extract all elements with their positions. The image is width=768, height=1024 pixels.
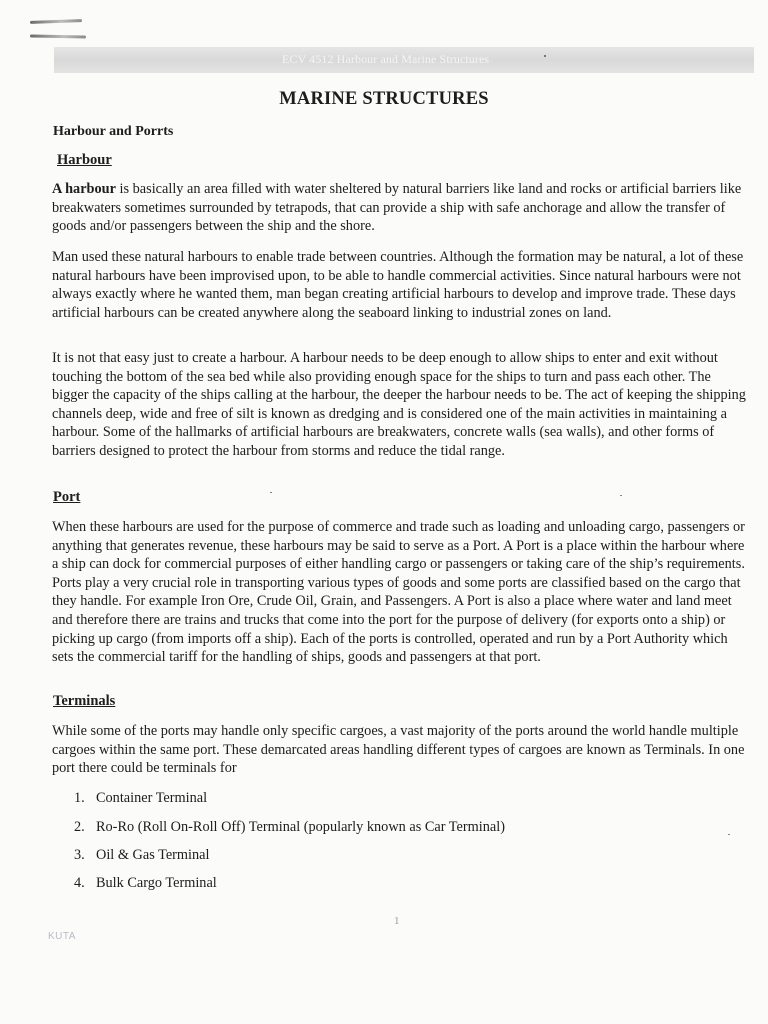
terminals-heading: Terminals [53,693,116,709]
staple-mark [30,19,82,24]
harbour-paragraph-3: It is not that easy just to create a harbour. A harbour needs to be deep enough to allow ships to enter and exit without touching the bottom of the sea bed while also providing enough space for the ships to turn and pass each other. The bigger the capacity of the ships calling at the harbour, the deeper the harbour needs to be. The act of keeping the shipping channels deep, wide and free of silt is known as dredging and is considered one of the main activities in maintaining a harbour. Some of the hallmarks of artificial harbours are breakwaters, concrete walls (sea walls), and other forms of barriers designed to protect the harbour from storms and reduce the tidal range. [52,350,746,459]
port-paragraph: When these harbours are used for the purpose of commerce and trade such as loading and unloading cargo, passengers or anything that generates revenue, these harbours may be said to serve as a Port. A Port is a place within the harbour where a ship can dock for commercial purposes of either handling cargo or passengers or taking care of the ship’s requirements. Ports play a very crucial role in transporting various types of goods and some ports are classified based on the cargo that they handle. For example Iron Ore, Crude Oil, Grain, and Passengers. A Port is also a place where water and land meet and therefore there are trains and trucks that come into the port for the purpose of delivery (for exports onto a ship) or picking up cargo (from imports off a ship). Each of the ports is controlled, operated and run by a Port Authority which sets the commercial tariff for the handling of ships, goods and passengers at that port. [52,519,745,666]
section-heading: Harbour and Porrts [53,124,174,139]
port-heading: Port [53,489,81,505]
list-item: 1. Container Terminal [74,790,208,806]
harbour-p1-text: is basically an area filled with water sheltered by natural barriers like land and rocks or artificial barriers like breakwaters sometimes surrounded by tetrapods, that can provide a ship with safe anchorage and allow the transfer of goods and/or passengers between the ship and the shore. [52,181,742,235]
list-item: 4. Bulk Cargo Terminal [74,875,217,891]
page-title: MARINE STRUCTURES [279,89,489,109]
harbour-paragraph-1 [52,180,748,236]
scan-speck [728,834,730,835]
course-header: ECV 4512 Harbour and Marine Structures [282,52,490,66]
list-item: 3. Oil & Gas Terminal [74,847,210,863]
staple-mark [30,35,86,39]
list-item: 2. Ro-Ro (Roll On-Roll Off) Terminal (popularly known as Car Terminal) [74,819,505,835]
harbour-heading: Harbour [57,152,112,168]
scan-speck [270,492,272,493]
harbour-paragraph-2: Man used these natural harbours to enable trade between countries. Although the formation may be natural, a lot of these natural harbours have been improvised upon, to be able to handle commercial activities. Since natural harbours were not always exactly where he wanted them, man began creating artificial harbours to develop and improve trade. These days artificial harbours can be created anywhere along the seaboard linking to industrial zones on land. [52,249,744,321]
harbour-lead: A harbour [52,181,116,197]
scan-speck [544,55,546,57]
scan-speck [620,495,622,496]
page-number: 1 [394,915,400,927]
watermark: KUTA [48,931,76,942]
terminals-paragraph: While some of the ports may handle only specific cargoes, a vast majority of the ports around the world handle multiple cargoes within the same port. These demarcated areas handling different types of cargoes are known as Terminals. In one port there could be terminals for [52,723,745,777]
